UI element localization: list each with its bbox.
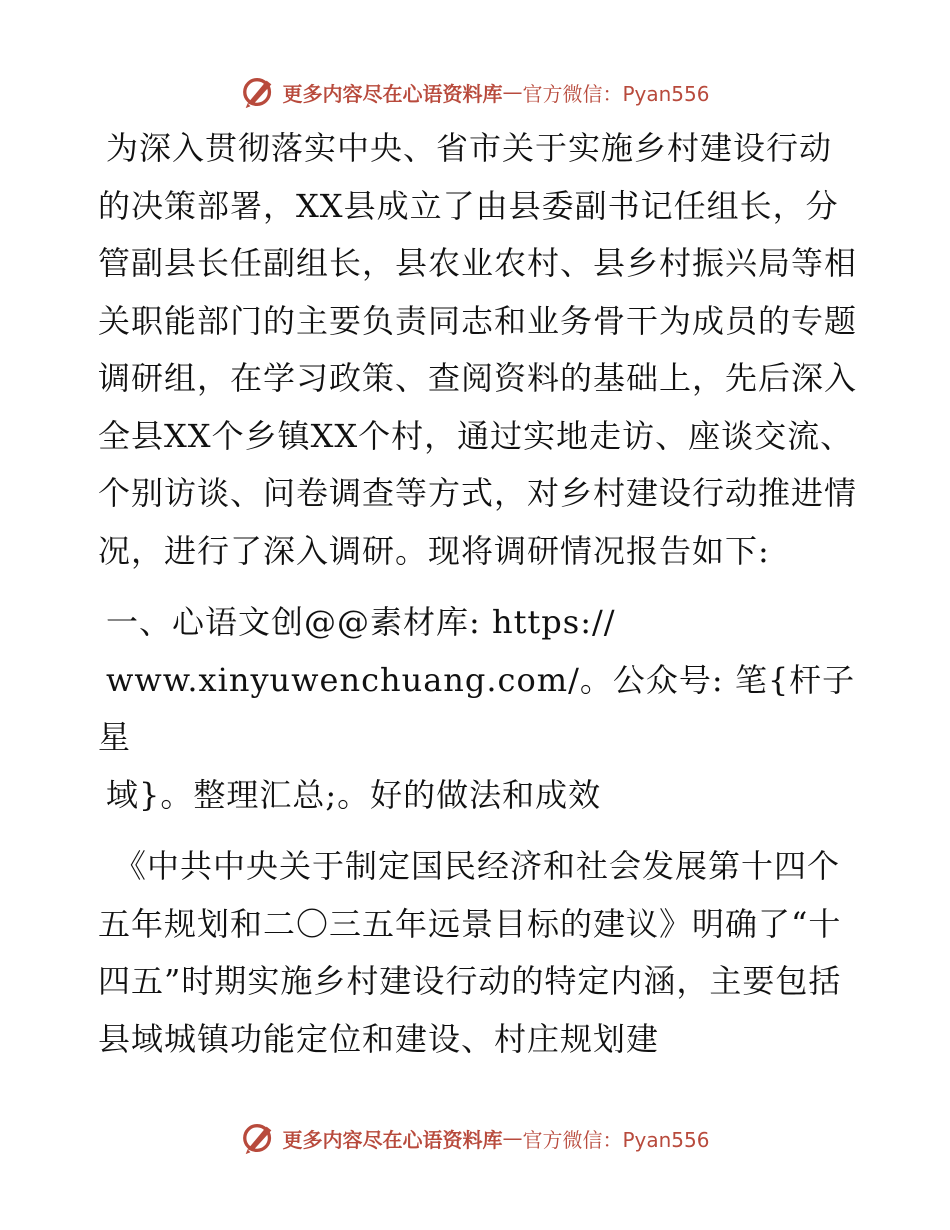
paragraph-section-heading	[98, 594, 858, 824]
heading-line-1: 一、心语文创@@素材库: https://	[106, 603, 616, 641]
paragraph-intro: 为深入贯彻落实中央、省市关于实施乡村建设行动的决策部署，XX县成立了由县委副书记任组长，分管副县长任副组长，县农业农村、县乡村振兴局等相关职能部门的主要负责同志和业务骨干为成员的专题调研组，在学习政策、查阅资料的基础上，先后深入全县XX个乡镇XX个村，通过实地走访、座谈交流、个别访谈、问卷调查等方式，对乡村建设行动推进情况，进行了深入调研。现将调研情况报告如下:	[98, 129, 858, 570]
pen-logo-icon	[240, 73, 278, 111]
document-body	[98, 120, 858, 1068]
heading-line-3: 域}。整理汇总;。好的做法和成效	[106, 775, 602, 814]
heading-line-2: www.xinyuwenchuang.com/。公众号: 笔{杆子星	[98, 660, 856, 756]
paragraph-policy: 《中共中央关于制定国民经济和社会发展第十四个五年规划和二〇三五年远景目标的建议》明确了“十四五”时期实施乡村建设行动的特定内涵，主要包括县域城镇功能定位和建设、村庄规划建	[98, 847, 842, 1058]
footer-brand: 更多内容尽在心语资料库	[282, 1127, 503, 1152]
footer-dash: —	[502, 1126, 523, 1150]
footer-contact: 官方微信：Pyan556	[522, 1127, 710, 1152]
header-banner	[0, 72, 950, 112]
header-dash: —	[502, 80, 523, 104]
footer-banner	[0, 1118, 950, 1158]
header-contact: 官方微信：Pyan556	[522, 81, 710, 106]
pen-logo-icon	[240, 1119, 278, 1157]
header-brand: 更多内容尽在心语资料库	[282, 81, 503, 106]
